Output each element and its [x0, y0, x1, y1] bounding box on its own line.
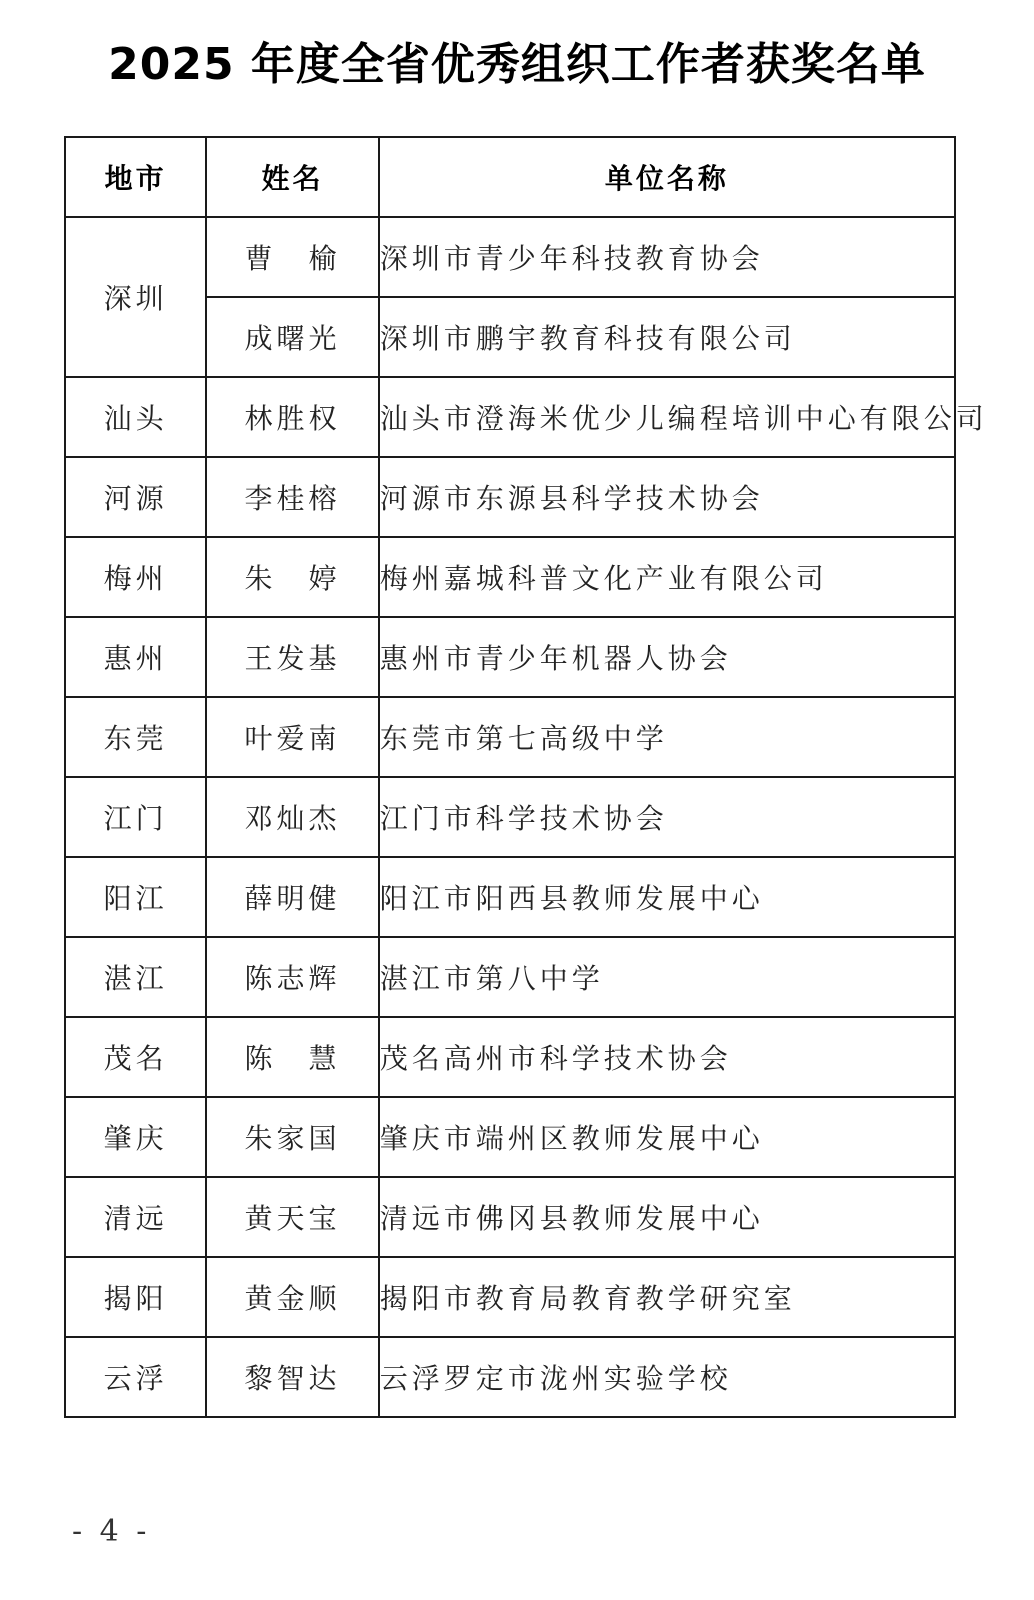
table-row [65, 217, 955, 297]
city-cell: 湛江 [65, 937, 206, 1017]
unit-cell: 惠州市青少年机器人协会 [379, 617, 955, 697]
name-cell: 朱家国 [206, 1097, 378, 1177]
table-row [65, 697, 955, 777]
unit-cell: 茂名高州市科学技术协会 [379, 1017, 955, 1097]
city-cell: 深圳 [65, 217, 206, 377]
unit-cell: 深圳市鹏宇教育科技有限公司 [379, 297, 955, 377]
name-cell: 朱 婷 [206, 537, 378, 617]
award-table [64, 136, 988, 1418]
unit-cell: 揭阳市教育局教育教学研究室 [379, 1257, 955, 1337]
city-cell: 河源 [65, 457, 206, 537]
unit-cell: 汕头市澄海米优少儿编程培训中心有限公司 [379, 377, 955, 457]
table-row [65, 377, 955, 457]
unit-cell: 河源市东源县科学技术协会 [379, 457, 955, 537]
table-row [65, 777, 955, 857]
city-cell: 云浮 [65, 1337, 206, 1417]
name-cell: 黄金顺 [206, 1257, 378, 1337]
unit-cell: 江门市科学技术协会 [379, 777, 955, 857]
table-row [65, 537, 955, 617]
unit-cell: 深圳市青少年科技教育协会 [379, 217, 955, 297]
name-cell: 陈志辉 [206, 937, 378, 1017]
table-row [65, 1337, 955, 1417]
unit-cell: 东莞市第七高级中学 [379, 697, 955, 777]
table-row [65, 1017, 955, 1097]
table-row [65, 1177, 955, 1257]
page-title: 2025 年度全省优秀组织工作者获奖名单 [108, 39, 926, 90]
name-cell: 黎智达 [206, 1337, 378, 1417]
city-cell: 清远 [65, 1177, 206, 1257]
page-number: - 4 - [72, 1514, 151, 1549]
column-header-name: 姓名 [206, 137, 378, 217]
unit-cell: 湛江市第八中学 [379, 937, 955, 1017]
name-cell: 成曙光 [206, 297, 378, 377]
unit-cell: 云浮罗定市泷州实验学校 [379, 1337, 955, 1417]
name-cell: 陈 慧 [206, 1017, 378, 1097]
table-row [65, 857, 955, 937]
city-cell: 东莞 [65, 697, 206, 777]
name-cell: 叶爱南 [206, 697, 378, 777]
city-cell: 汕头 [65, 377, 206, 457]
city-cell: 惠州 [65, 617, 206, 697]
city-cell: 茂名 [65, 1017, 206, 1097]
name-cell: 邓灿杰 [206, 777, 378, 857]
name-cell: 薛明健 [206, 857, 378, 937]
unit-cell: 梅州嘉城科普文化产业有限公司 [379, 537, 955, 617]
unit-cell: 肇庆市端州区教师发展中心 [379, 1097, 955, 1177]
unit-cell: 清远市佛冈县教师发展中心 [379, 1177, 955, 1257]
name-cell: 林胜权 [206, 377, 378, 457]
unit-cell: 阳江市阳西县教师发展中心 [379, 857, 955, 937]
table-row [65, 457, 955, 537]
city-cell: 阳江 [65, 857, 206, 937]
city-cell: 梅州 [65, 537, 206, 617]
name-cell: 李桂榕 [206, 457, 378, 537]
column-header-city: 地市 [65, 137, 206, 217]
table-row [65, 937, 955, 1017]
table-row [65, 617, 955, 697]
city-cell: 江门 [65, 777, 206, 857]
table-header-row [65, 137, 955, 217]
name-cell: 王发基 [206, 617, 378, 697]
column-header-unit: 单位名称 [379, 137, 955, 217]
table-row [65, 1257, 955, 1337]
name-cell: 黄天宝 [206, 1177, 378, 1257]
city-cell: 肇庆 [65, 1097, 206, 1177]
city-cell: 揭阳 [65, 1257, 206, 1337]
table-row [65, 1097, 955, 1177]
name-cell: 曹 榆 [206, 217, 378, 297]
